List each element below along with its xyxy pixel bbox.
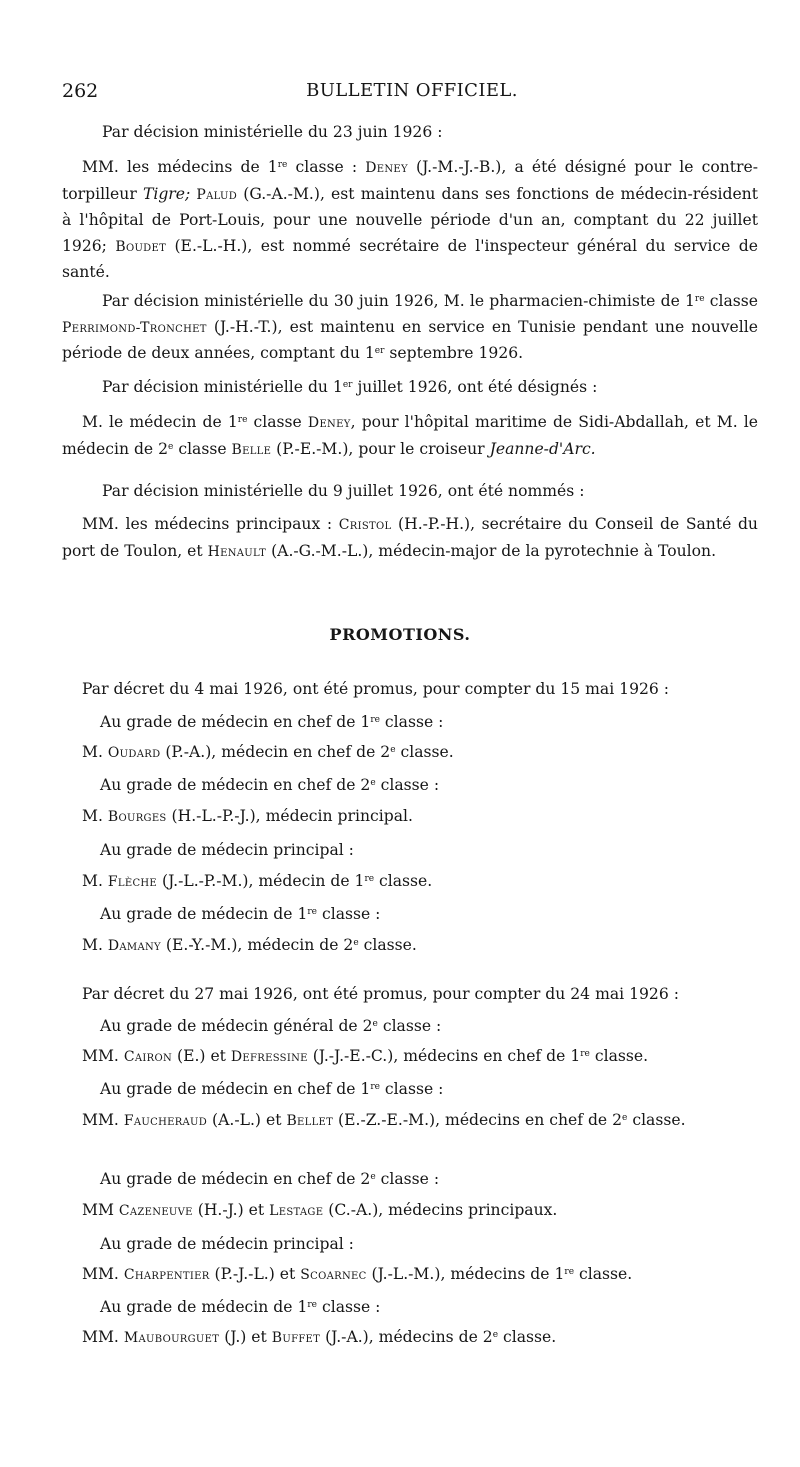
person-name: Charpentier — [123, 1267, 210, 1283]
person-name: Faucheraud — [123, 1113, 208, 1129]
person-name: Oudard — [107, 745, 161, 761]
person-name: Scoarnec — [300, 1267, 367, 1283]
ship-name: Jeanne-d'Arc. — [489, 439, 596, 458]
person-name: Deney — [307, 415, 351, 431]
person-name: Belle — [231, 441, 272, 458]
decision-3-intro: Par décision ministérielle du 1er juillet 1926, ont été désignés : — [102, 378, 598, 396]
person-name: Bellet — [286, 1113, 334, 1129]
promotion-entry: M. Flèche (J.-L.-P.-M.), médecin de 1re classe. — [82, 872, 433, 890]
decision-1-body: MM. les médecins de 1re classe : Deney (J.-M.-J.-B.), a été désigné pour le contre-torpilleur Tigre; Palud (G.-A.-M.), est maintenu dans ses fonctions de médecin-résident à l'hôpital de Port-Louis, pour une nouvelle période d'un an, comptant du 22 juillet 1926; Boudet (E.-L.-H.), est nommé secrétaire de l'inspecteur général du service de santé. — [62, 158, 759, 281]
promotion-entry: MM. Faucheraud (A.-L.) et Bellet (E.-Z.-E.-M.), médecins en chef de 2e classe. — [82, 1111, 686, 1129]
person-name: Boudet — [115, 238, 167, 255]
decree-1-intro: Par décret du 4 mai 1926, ont été promus, pour compter du 15 mai 1926 : — [82, 680, 670, 698]
person-name: Perrimond-Tronchet — [62, 319, 207, 336]
promotion-entry: M. Bourges (H.-L.-P.-J.), médecin principal. — [82, 807, 413, 825]
person-name: Damany — [107, 938, 161, 954]
grade-heading: Au grade de médecin en chef de 2e classe : — [100, 776, 440, 794]
person-name: Lestage — [269, 1203, 324, 1219]
promotion-entry: M. Oudard (P.-A.), médecin en chef de 2e classe. — [82, 743, 454, 761]
person-name: Deney — [365, 160, 408, 176]
person-name: Cairon — [123, 1049, 173, 1065]
page-header — [62, 80, 762, 110]
promotion-entry: MM. Cairon (E.) et Defressine (J.-J.-E.-C.), médecins en chef de 1re classe. — [82, 1047, 649, 1065]
promotion-entry: MM. Maubourguet (J.) et Buffet (J.-A.), médecins de 2e classe. — [82, 1328, 557, 1346]
grade-heading: Au grade de médecin en chef de 2e classe : — [100, 1170, 440, 1188]
grade-heading: Au grade de médecin de 1re classe : — [100, 905, 381, 923]
person-name: Henault — [207, 543, 267, 560]
person-name: Maubourguet — [123, 1330, 220, 1346]
promotion-entry: M. Damany (E.-Y.-M.), médecin de 2e classe. — [82, 936, 417, 954]
person-name: Cazeneuve — [118, 1203, 193, 1219]
section-title-promotions: PROMOTIONS. — [329, 625, 471, 644]
person-name: Palud — [196, 186, 238, 203]
grade-heading: Au grade de médecin principal : — [100, 841, 354, 859]
promotion-entry: MM. Charpentier (P.-J.-L.) et Scoarnec (J.-L.-M.), médecins de 1re classe. — [82, 1265, 633, 1283]
grade-heading: Au grade de médecin en chef de 1re classe : — [100, 1080, 444, 1098]
grade-heading: Au grade de médecin général de 2e classe : — [100, 1017, 442, 1035]
decision-3-body: M. le médecin de 1re classe Deney, pour l'hôpital maritime de Sidi-Abdallah, et M. le médecin de 2e classe Belle (P.-E.-M.), pour le croiseur Jeanne-d'Arc. — [62, 413, 759, 458]
person-name: Buffet — [271, 1330, 321, 1346]
grade-heading: Au grade de médecin principal : — [100, 1235, 354, 1253]
person-name: Defressine — [230, 1049, 308, 1065]
grade-heading: Au grade de médecin de 1re classe : — [100, 1298, 381, 1316]
decree-2-intro: Par décret du 27 mai 1926, ont été promus, pour compter du 24 mai 1926 : — [82, 985, 679, 1003]
running-title: BULLETIN OFFICIEL. — [306, 80, 518, 101]
person-name: Bourges — [107, 809, 167, 825]
promotion-entry: MM Cazeneuve (H.-J.) et Lestage (C.-A.), médecins principaux. — [82, 1201, 558, 1219]
person-name: Flèche — [107, 874, 158, 890]
decision-2-body: Par décision ministérielle du 30 juin 1926, M. le pharmacien-chimiste de 1re classe Perrimond-Tronchet (J.-H.-T.), est maintenu en service en Tunisie pendant une nouvelle période de deux années, comptant du 1er septembre 1926. — [62, 292, 758, 362]
decision-1-intro: Par décision ministérielle du 23 juin 1926 : — [102, 123, 443, 141]
decision-4-body: MM. les médecins principaux : Cristol (H.-P.-H.), secrétaire du Conseil de Santé du port de Toulon, et Henault (A.-G.-M.-L.), médecin-major de la pyrotechnie à Toulon. — [62, 515, 758, 560]
ship-name: Tigre; — [142, 184, 191, 203]
grade-heading: Au grade de médecin en chef de 1re classe : — [100, 713, 444, 731]
page-number: 262 — [62, 80, 99, 102]
decision-4-intro: Par décision ministérielle du 9 juillet 1926, ont été nommés : — [102, 482, 585, 500]
person-name: Cristol — [338, 517, 392, 533]
